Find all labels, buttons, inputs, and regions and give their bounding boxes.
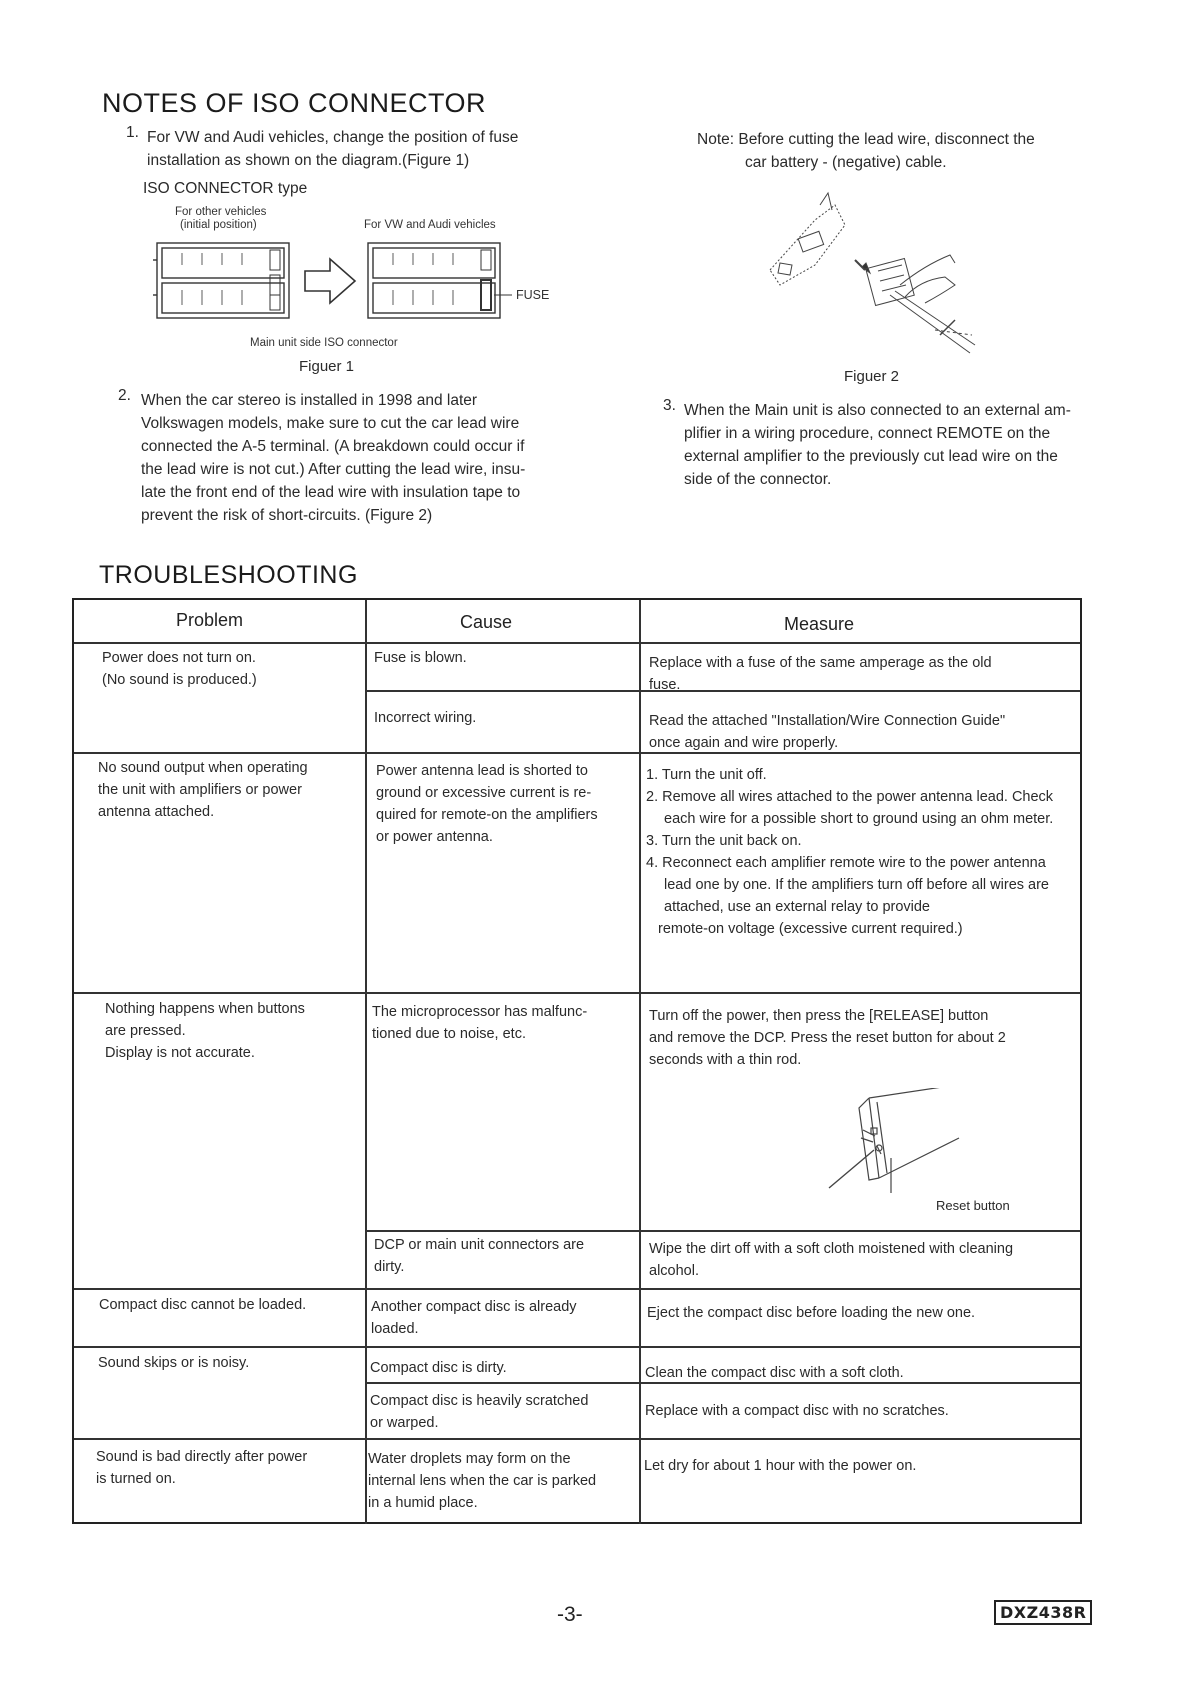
header-cause: Cause [460,612,513,632]
measure-line: Replace with a fuse of the same amperage as the old [649,655,992,671]
model-number-badge: DXZ438R [994,1600,1092,1625]
connector-initial-position [153,243,289,318]
item3-line: side of the connector. [684,471,832,488]
fig1-main-unit-label: Main unit side ISO connector [250,337,398,349]
note-line: Note: Before cutting the lead wire, disconnect the [697,131,1035,148]
cause-line: The microprocessor has malfunc- [372,1004,588,1020]
measure-cell [649,1005,1074,1071]
item1-text [147,126,607,172]
measure-step: 4. Reconnect each amplifier remote wire to the power antenna lead one by one. If the amplifiers turn off before all wires are attached, use an external relay to provide [646,855,1050,915]
problem-cell [96,1446,358,1490]
cause-line: Fuse is blown. [374,650,467,666]
measure-cell [647,1302,1072,1324]
item3-number: 3. [663,397,676,414]
fig2-caption: Figuer 2 [844,368,900,385]
fig1-label-other [175,206,266,232]
problem-cell [105,998,360,1064]
item2-text [141,389,601,527]
item2-line: When the car stereo is installed in 1998 and later [141,392,478,409]
cause-line: Incorrect wiring. [374,710,477,726]
problem-cell [102,647,357,691]
measure-line: fuse. [649,677,681,693]
sub-divider [365,1230,1080,1232]
problem-line: the unit with amplifiers or power [98,782,302,798]
troubleshooting-heading: TROUBLESHOOTING [99,561,358,589]
problem-line: Power does not turn on. [102,650,256,666]
item1-line: For VW and Audi vehicles, change the position of fuse [147,129,519,146]
cause-cell [372,1001,634,1045]
reset-button-illustration [809,1088,979,1203]
problem-line: No sound output when operating [98,760,308,776]
cause-line: quired for remote-on the amplifiers [376,807,598,823]
problem-line: Sound skips or is noisy. [98,1355,250,1371]
cause-cell [376,760,634,848]
measure-step: 3. Turn the unit back on. [646,833,802,849]
measure-line: seconds with a thin rod. [649,1052,802,1068]
measure-line: Clean the compact disc with a soft cloth. [645,1365,904,1381]
cause-line: Water droplets may form on the [368,1451,571,1467]
note-text [697,128,1137,174]
item2-line: late the front end of the lead wire with insulation tape to [141,484,521,501]
problem-line: Display is not accurate. [105,1045,255,1061]
problem-line: are pressed. [105,1023,186,1039]
item3-text [684,399,1144,491]
measure-step: 1. Turn the unit off. [646,767,767,783]
problem-line: (No sound is produced.) [102,672,257,688]
problem-line: Compact disc cannot be loaded. [99,1297,307,1313]
item1-line: installation as shown on the diagram.(Figure 1) [147,152,470,169]
cause-cell [374,1234,636,1278]
item2-number: 2. [118,387,131,404]
cause-line: Another compact disc is already [371,1299,577,1315]
measure-line: Turn off the power, then press the [RELEASE] button [649,1008,989,1024]
iso-heading: NOTES OF ISO CONNECTOR [102,88,487,118]
measure-line: Replace with a compact disc with no scratches. [645,1403,949,1419]
measure-steps [646,764,1066,940]
cause-line: internal lens when the car is parked [368,1473,597,1489]
measure-step: remote-on voltage (excessive current required.) [658,921,963,937]
problem-cell [98,1352,360,1374]
measure-line: Wipe the dirt off with a soft cloth moistened with cleaning [649,1241,1014,1257]
problem-cell [99,1294,361,1316]
cause-line: Compact disc is heavily scratched [370,1393,589,1409]
row-divider [74,1288,1080,1290]
header-measure: Measure [784,614,855,634]
item3-line: When the Main unit is also connected to an external am- [684,402,1071,419]
item3-line: plifier in a wiring procedure, connect REMOTE on the [684,425,1051,442]
row-divider [74,1438,1080,1440]
problem-line: Sound is bad directly after power [96,1449,308,1465]
right-arrow-icon [305,259,355,303]
fig1-caption: Figuer 1 [299,358,355,375]
connector-vw-audi [368,243,512,318]
cause-cell [371,1296,633,1340]
cause-line: Compact disc is dirty. [370,1360,507,1376]
cause-line: or warped. [370,1415,439,1431]
measure-line: once again and wire properly. [649,735,839,751]
fig1-label-vw: For VW and Audi vehicles [364,219,496,231]
problem-line: antenna attached. [98,804,215,820]
cause-line: Power antenna lead is shorted to [376,763,588,779]
measure-line: Let dry for about 1 hour with the power on. [644,1458,917,1474]
measure-cell [649,1238,1074,1282]
header-problem: Problem [176,610,244,630]
measure-line: Eject the compact disc before loading the new one. [647,1305,976,1321]
cause-line: ground or excessive current is re- [376,785,592,801]
note-line: car battery - (negative) cable. [745,154,947,171]
fig1-fuse-label: FUSE [516,288,550,302]
problem-line: Nothing happens when buttons [105,1001,305,1017]
item2-line: prevent the risk of short-circuits. (Figure 2) [141,507,433,524]
cause-line: dirty. [374,1259,405,1275]
item2-line: Volkswagen models, make sure to cut the car lead wire [141,415,520,432]
cause-line: tioned due to noise, etc. [372,1026,526,1042]
item3-line: external amplifier to the previously cut lead wire on the [684,448,1058,465]
header-rule [74,642,1080,644]
cause-line: or power antenna. [376,829,493,845]
col-divider [639,600,641,1524]
problem-line: is turned on. [96,1471,176,1487]
cause-cell [370,1357,632,1379]
measure-cell [645,1400,1070,1422]
measure-line: alcohol. [649,1263,699,1279]
reset-button-label: Reset button [936,1198,1010,1213]
measure-cell [644,1455,1069,1477]
item2-line: the lead wire is not cut.) After cutting the lead wire, insu- [141,461,526,478]
measure-cell [649,710,1074,754]
cause-line: in a humid place. [368,1495,478,1511]
item1-number: 1. [126,124,139,141]
row-divider [74,1346,1080,1348]
cause-cell [374,647,632,669]
fig1-label-other-line2: (initial position) [180,219,257,231]
col-divider [365,600,367,1524]
figure2-wire-cutting-illustration [740,185,990,360]
iso-connector-diagram [150,235,570,330]
measure-line: and remove the DCP. Press the reset button for about 2 [649,1030,1006,1046]
cause-cell [374,707,632,729]
connector-type-label: ISO CONNECTOR type [143,180,308,197]
cause-line: DCP or main unit connectors are [374,1237,585,1253]
measure-cell [649,652,1074,696]
cause-line: loaded. [371,1321,419,1337]
cause-cell [368,1448,633,1514]
fig1-label-other-line1: For other vehicles [175,206,267,218]
problem-cell [98,757,360,823]
row-divider [74,992,1080,994]
measure-step: 2. Remove all wires attached to the power antenna lead. Check each wire for a possible short to ground using an ohm meter. [646,789,1054,827]
measure-cell [645,1362,1070,1384]
cause-cell [370,1390,632,1434]
page-number: -3- [557,1603,583,1626]
item2-line: connected the A-5 terminal. (A breakdown could occur if [141,438,525,455]
troubleshooting-table [72,598,1082,1524]
measure-line: Read the attached "Installation/Wire Connection Guide" [649,713,1006,729]
